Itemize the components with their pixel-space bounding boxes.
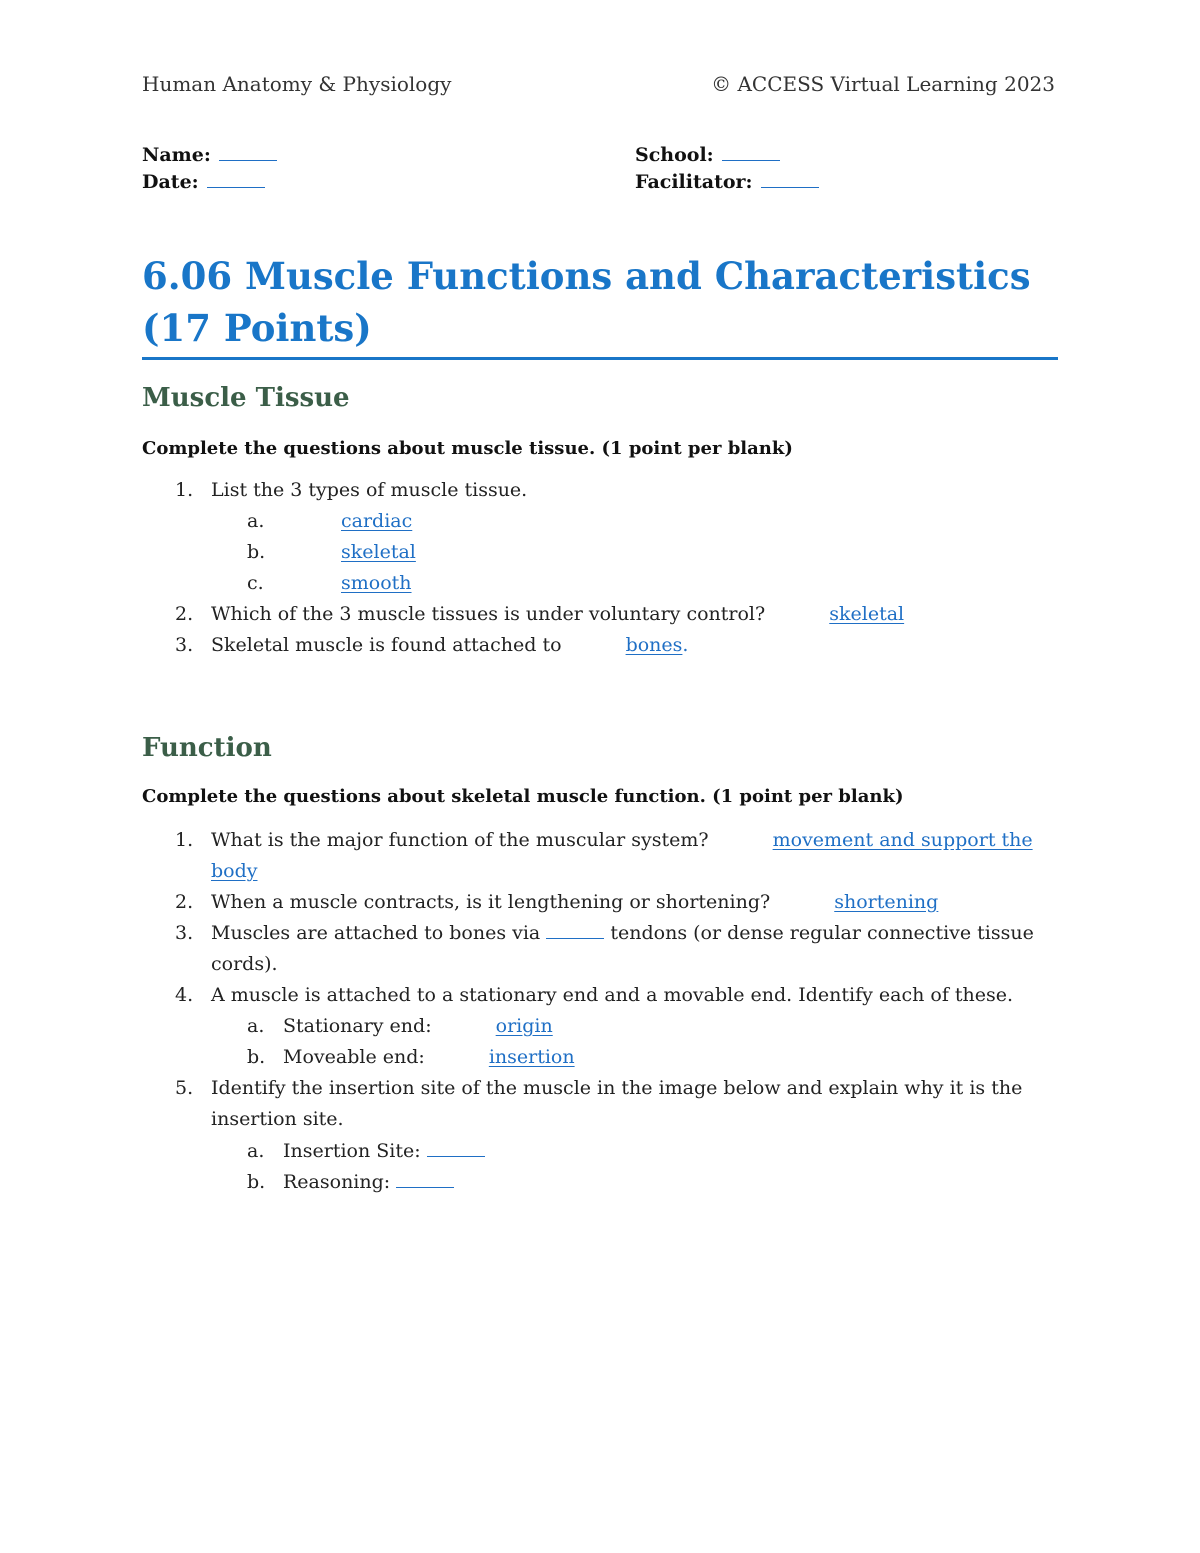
fn-q4a-answer[interactable] <box>438 1015 553 1037</box>
section-heading-function: Function <box>142 733 272 763</box>
name-blank[interactable] <box>219 144 277 161</box>
mt-q1a-answer[interactable] <box>283 506 412 537</box>
fn-q5b-label: Reasoning: <box>283 1171 391 1193</box>
name-field <box>142 144 277 166</box>
mt-q1a-letter: a. <box>247 510 265 532</box>
fn-q1-number: 1. <box>175 829 194 851</box>
mt-q2-answer[interactable] <box>771 603 904 625</box>
mt-q1-number: 1. <box>175 479 194 501</box>
mt-q3 <box>211 630 688 661</box>
header-copyright: © ACCESS Virtual Learning 2023 <box>711 72 1055 96</box>
fn-q4-text: A muscle is attached to a stationary end and a movable end. Identify each of these. <box>211 984 1014 1006</box>
fn-q3-line-2: cords). <box>211 953 278 975</box>
mt-q2-text: Which of the 3 muscle tissues is under voluntary control? <box>211 603 766 625</box>
fn-q4b-label: Moveable end: <box>283 1046 425 1068</box>
fn-q3 <box>211 918 1034 949</box>
school-field <box>635 144 780 166</box>
mt-q1b-answer-text: skeletal <box>341 541 416 563</box>
fn-q4b-answer[interactable] <box>431 1046 575 1068</box>
fn-q4a-label: Stationary end: <box>283 1015 432 1037</box>
date-label: Date: <box>142 171 199 193</box>
fn-q4-number: 4. <box>175 984 194 1006</box>
fn-q4a-letter: a. <box>247 1015 265 1037</box>
title-divider <box>142 357 1058 360</box>
date-blank[interactable] <box>207 171 265 188</box>
fn-q5-line-2: insertion site. <box>211 1108 344 1130</box>
mt-q1b-answer[interactable] <box>283 537 416 568</box>
fn-q5b <box>283 1167 454 1198</box>
mt-q1-text: List the 3 types of muscle tissue. <box>211 479 528 501</box>
function-instructions: Complete the questions about skeletal muscle function. (1 point per blank) <box>142 786 904 807</box>
facilitator-field <box>635 171 819 193</box>
page-title <box>142 250 1058 354</box>
mt-q3-text: Skeletal muscle is found attached to <box>211 634 562 656</box>
fn-q3-blank[interactable] <box>546 918 604 939</box>
mt-q2-answer-text: skeletal <box>829 603 905 625</box>
fn-q1-continued <box>211 856 258 887</box>
name-label: Name: <box>142 144 211 166</box>
mt-q1b-letter: b. <box>247 541 266 563</box>
facilitator-label: Facilitator: <box>635 171 753 193</box>
mt-q2-number: 2. <box>175 603 194 625</box>
fn-q1-answer[interactable] <box>715 829 1033 851</box>
fn-q4a <box>283 1011 553 1042</box>
school-blank[interactable] <box>722 144 780 161</box>
fn-q2-answer[interactable] <box>776 891 938 913</box>
fn-q5a <box>283 1136 485 1167</box>
facilitator-blank[interactable] <box>761 171 819 188</box>
fn-q1-answer-text-2[interactable]: body <box>211 860 258 882</box>
fn-q1-text: What is the major function of the muscular system? <box>211 829 709 851</box>
fn-q5-line-1: Identify the insertion site of the muscle in the image below and explain why it is the <box>211 1077 1023 1099</box>
fn-q2 <box>211 887 938 918</box>
mt-q1c-answer[interactable] <box>283 568 412 599</box>
mt-q1c-letter: c. <box>247 572 264 594</box>
date-field <box>142 171 265 193</box>
fn-q5a-letter: a. <box>247 1140 265 1162</box>
section-heading-muscle-tissue: Muscle Tissue <box>142 383 350 413</box>
mt-q3-answer[interactable] <box>568 634 683 656</box>
fn-q5a-label: Insertion Site: <box>283 1140 421 1162</box>
fn-q5-number: 5. <box>175 1077 194 1099</box>
fn-q3-number: 3. <box>175 922 194 944</box>
muscle-tissue-instructions: Complete the questions about muscle tissue. (1 point per blank) <box>142 438 793 459</box>
fn-q4b <box>283 1042 575 1073</box>
mt-q3-answer-text: bones <box>625 634 683 656</box>
mt-q1a-answer-text: cardiac <box>341 510 413 532</box>
title-line-2: (17 Points) <box>142 306 372 350</box>
fn-q4a-answer-text: origin <box>495 1015 553 1037</box>
mt-q3-number: 3. <box>175 634 194 656</box>
mt-q3-tail: . <box>682 634 689 656</box>
mt-q1c-answer-text: smooth <box>341 572 412 594</box>
fn-q3-text-after: tendons (or dense regular connective tissue <box>610 922 1034 944</box>
fn-q5b-blank[interactable] <box>396 1167 454 1188</box>
fn-q4b-answer-text: insertion <box>488 1046 575 1068</box>
fn-q2-text: When a muscle contracts, is it lengthening or shortening? <box>211 891 771 913</box>
title-line-1: 6.06 Muscle Functions and Characteristics <box>142 254 1031 298</box>
header-course-title: Human Anatomy & Physiology <box>142 72 452 96</box>
fn-q2-number: 2. <box>175 891 194 913</box>
fn-q5b-letter: b. <box>247 1171 266 1193</box>
fn-q4b-letter: b. <box>247 1046 266 1068</box>
school-label: School: <box>635 144 714 166</box>
mt-q2 <box>211 599 904 630</box>
fn-q5a-blank[interactable] <box>427 1136 485 1157</box>
fn-q2-answer-text: shortening <box>834 891 939 913</box>
fn-q3-text-before: Muscles are attached to bones via <box>211 922 541 944</box>
fn-q1 <box>211 825 1033 856</box>
fn-q1-answer-text: movement and support the <box>772 829 1033 851</box>
